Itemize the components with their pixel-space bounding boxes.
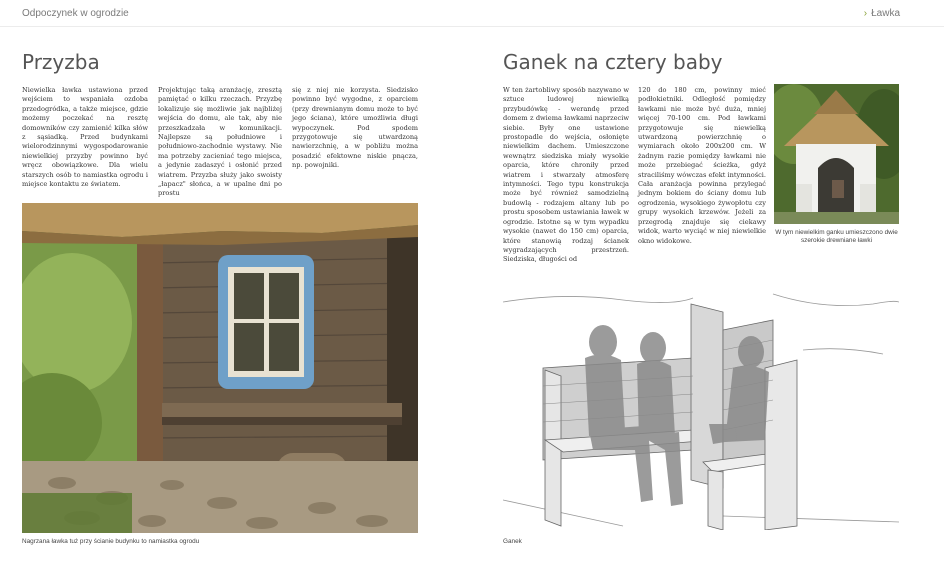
right-photo-caption: W tym niewielkim ganku umieszczono dwie szerokie drewniane ławki [775, 229, 898, 244]
right-column-1: W ten żartobliwy sposób nazywano w sztuce ludowej niewielką przybudówkę - werandę przed domem z dwiema ławkami naprzeciw siebie. Były one ustawione prostopadle do wejścia, osłonięte niewielkim dachem. Umieszczone wewnątrz siedziska miały wysokie oparcia, które chroniły przed wiatrem i stwarzały atmosferę intymności. Tego typu konstrukcja może być również samodzielną budowlą - rodzajem altany lub po prostu sposobem ustawiania ławek w ogrodzie. Istotne są w tym wypadku wysokie (nawet do 150 cm) oparcia, które stanowią rodzaj ścianek wygradzających przestrzeń. Siedziska, długości od [503, 86, 629, 264]
left-column-2: Projektując taką aranżację, zresztą pamiętać o kilku rzeczach. Przyzbę lokalizuje się możliwie jak najbliżej wejścia do domu, ale tak, aby nie przeszkadzała w komunikacji. Najlepsze są południowe i południowo-zachodnie wystawy. Nie ma potrzeby zacieniać tego miejsca, a jedynie zadaszyć i osłonić przed wiatrem. Przyzba służy jako swoisty „łapacz" słońca, a w upalne dni po prostu [158, 86, 282, 198]
left-photo-caption: Nagrzana ławka tuż przy ścianie budynku to namiastka ogrodu [22, 538, 200, 545]
right-page-title: Ganek na cztery baby [503, 50, 723, 74]
porch-photo [774, 84, 899, 224]
running-header-right-label: Ławka [871, 8, 900, 19]
drawing-caption: Ganek [503, 538, 522, 545]
running-header-right [864, 8, 900, 19]
header-divider [0, 26, 944, 27]
cottage-bench-photo [22, 203, 418, 533]
right-column-2: 120 do 180 cm, powinny mieć podłokietniki. Odległość pomiędzy ławkami nie może być duża, mniej więcej 70-100 cm. Pod ławkami przygotowuje się niewielką utwardzoną powierzchnię o wymiarach około 200x200 cm. W żadnym razie pomiędzy ławkami nie może przebiegać ścieżka, gdyż straciliśmy wówczas efekt intymności. Cała aranżacja powinna przylegać jednym bokiem do ściany domu lub ogrodzenia, wysokiego żywopłotu czy grupy wysokich krzewów. Jeżeli za przegrodą znajduje się ciekawy widok, warto wyciąć w niej niewielkie okno widokowe. [638, 86, 766, 245]
chevron-right-icon: › [863, 8, 868, 19]
running-header-left: Odpoczynek w ogrodzie [22, 8, 129, 19]
left-column-1: Niewielka ławka ustawiona przed wejściem to wspaniała ozdoba przedogródka, a także miejsce, gdzie możemy poczekać na resztę domowników czy zamienić kilka słów z sąsiadką. Przed budynkami wielorodzinnymi wygospodarowanie niewielkiej przyzby powinno być wręcz obowiązkowe. Dla wielu starszych osób to namiastka ogrodu i miejsce kontaktu ze światem. [22, 86, 148, 189]
porch-bench-drawing [503, 290, 899, 530]
left-page-title: Przyzba [22, 50, 100, 74]
left-column-3: się z niej nie korzysta. Siedzisko powinno być wygodne, z oparciem (przy drewnianym domu może to być jego ściana), które umożliwia długi wypoczynek. Pod spodem przygotowuje się utwardzoną nawierzchnię, a w pobliżu można posadzić efektowne niskie pnącza, np. powojniki. [292, 86, 418, 170]
